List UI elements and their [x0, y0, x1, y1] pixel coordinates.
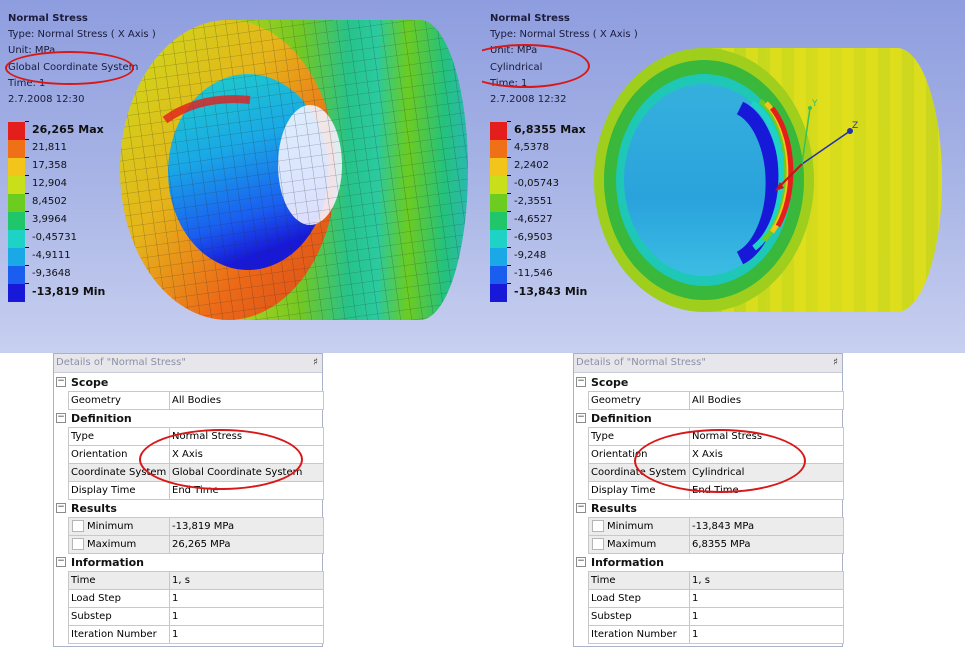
- result-coordinate-system: Cylindrical: [490, 61, 543, 73]
- legend-label: -11,546: [514, 268, 553, 279]
- prop-iteration-number: [54, 625, 322, 643]
- result-date: 2.7.2008 12:32: [490, 94, 567, 106]
- prop-key: Substep: [588, 607, 692, 626]
- prop-key: Iteration Number: [588, 625, 692, 644]
- prop-value[interactable]: X Axis: [689, 445, 844, 464]
- prop-key: Orientation: [588, 445, 692, 464]
- legend-tick: [25, 121, 29, 122]
- legend-label: 17,358: [32, 160, 67, 171]
- result-time: Time: 1: [490, 77, 528, 89]
- legend-swatch: [490, 248, 507, 266]
- prop-value: 6,8355 MPa: [689, 535, 844, 554]
- legend-label: 6,8355 Max: [514, 123, 586, 136]
- collapse-icon[interactable]: −: [577, 556, 585, 566]
- legend-swatch: [8, 122, 25, 140]
- prop-value: -13,819 MPa: [169, 517, 324, 536]
- legend-swatch: [490, 158, 507, 176]
- prop-minimum[interactable]: [574, 517, 842, 535]
- prop-value[interactable]: End Time: [169, 481, 324, 500]
- prop-key: Maximum: [68, 535, 172, 554]
- result-unit: Unit: MPa: [8, 45, 56, 57]
- legend-tick: [25, 157, 29, 158]
- legend-tick: [507, 175, 511, 176]
- collapse-icon[interactable]: −: [577, 376, 585, 386]
- legend-label: -2,3551: [514, 196, 553, 207]
- prop-key: Display Time: [588, 481, 692, 500]
- details-title: Details of "Normal Stress": [576, 357, 706, 368]
- legend-tick: [507, 139, 511, 140]
- z-axis-label: Z: [852, 121, 859, 131]
- legend-tick: [507, 121, 511, 122]
- section-title: Results: [591, 502, 637, 515]
- legend-tick: [507, 157, 511, 158]
- legend-tick: [25, 211, 29, 212]
- prop-key: Type: [68, 427, 172, 446]
- highlight-ring: [139, 429, 303, 490]
- legend-tick: [507, 283, 511, 284]
- details-header: [54, 354, 322, 373]
- legend-tick: [507, 229, 511, 230]
- prop-value: 1, s: [169, 571, 324, 590]
- section-title: Information: [591, 556, 664, 569]
- legend-tick: [25, 175, 29, 176]
- legend-tick: [25, 247, 29, 248]
- details-title: Details of "Normal Stress": [56, 357, 186, 368]
- section-title: Scope: [71, 376, 109, 389]
- prop-value[interactable]: Normal Stress: [169, 427, 324, 446]
- result-time: Time: 1: [8, 77, 46, 89]
- highlight-ring: [5, 51, 134, 85]
- legend-swatch: [490, 284, 507, 302]
- parameter-checkbox[interactable]: [592, 520, 604, 532]
- prop-substep: [574, 607, 842, 625]
- legend-swatch: [8, 266, 25, 284]
- pin-icon[interactable]: ♯: [833, 357, 838, 368]
- prop-value[interactable]: End Time: [689, 481, 844, 500]
- prop-time: [54, 571, 322, 589]
- legend-swatch: [490, 212, 507, 230]
- prop-key: Type: [588, 427, 692, 446]
- prop-load-step: [54, 589, 322, 607]
- legend-tick: [507, 211, 511, 212]
- prop-key: Maximum: [588, 535, 692, 554]
- legend-label: -6,9503: [514, 232, 553, 243]
- section-results[interactable]: [574, 499, 842, 517]
- legend-swatch: [490, 266, 507, 284]
- parameter-checkbox[interactable]: [72, 538, 84, 550]
- legend-swatch: [490, 176, 507, 194]
- prop-value[interactable]: Cylindrical: [689, 463, 844, 482]
- legend-swatch: [8, 284, 25, 302]
- section-title: Definition: [71, 412, 132, 425]
- legend-label: 12,904: [32, 178, 67, 189]
- legend-tick: [25, 283, 29, 284]
- legend-label: -0,45731: [32, 232, 77, 243]
- legend-label: 21,811: [32, 142, 67, 153]
- result-title: Normal Stress: [490, 13, 570, 24]
- legend-swatch: [490, 122, 507, 140]
- legend-label: -13,819 Min: [32, 285, 106, 298]
- result-type: Type: Normal Stress ( X Axis ): [490, 29, 638, 41]
- pin-icon[interactable]: ♯: [313, 357, 318, 368]
- result-coordinate-system: Global Coordinate System: [8, 61, 139, 73]
- collapse-icon[interactable]: −: [57, 376, 65, 386]
- section-title: Results: [71, 502, 117, 515]
- legend-swatch: [8, 248, 25, 266]
- prop-key: Time: [588, 571, 692, 590]
- section-title: Information: [71, 556, 144, 569]
- prop-maximum[interactable]: [54, 535, 322, 553]
- legend-tick: [507, 265, 511, 266]
- legend-swatch: [490, 140, 507, 158]
- legend-label: 26,265 Max: [32, 123, 104, 136]
- legend-label: 8,4502: [32, 196, 67, 207]
- legend-label: -9,3648: [32, 268, 71, 279]
- prop-key: Load Step: [68, 589, 172, 608]
- section-scope[interactable]: [54, 373, 322, 391]
- prop-iteration-number: [574, 625, 842, 643]
- prop-key: Minimum: [68, 517, 172, 536]
- highlight-ring: [634, 429, 806, 493]
- prop-minimum[interactable]: [54, 517, 322, 535]
- prop-geometry[interactable]: [54, 391, 322, 409]
- result-type: Type: Normal Stress ( X Axis ): [8, 29, 156, 41]
- legend-tick: [25, 229, 29, 230]
- collapse-icon[interactable]: −: [577, 502, 585, 512]
- prop-value: 1: [169, 607, 324, 626]
- result-unit: Unit: MPa: [490, 45, 538, 57]
- prop-value[interactable]: All Bodies: [689, 391, 844, 410]
- legend-label: 2,2402: [514, 160, 549, 171]
- parameter-checkbox[interactable]: [72, 520, 84, 532]
- section-definition[interactable]: [574, 409, 842, 427]
- prop-key: Orientation: [68, 445, 172, 464]
- prop-key: Geometry: [588, 391, 692, 410]
- details-panel-cylindrical[interactable]: [573, 353, 843, 647]
- legend-tick: [507, 247, 511, 248]
- legend-label: 4,5378: [514, 142, 549, 153]
- legend-label: -0,05743: [514, 178, 559, 189]
- collapse-icon[interactable]: −: [57, 412, 65, 422]
- legend-swatch: [8, 176, 25, 194]
- prop-value: 26,265 MPa: [169, 535, 324, 554]
- legend-label: -4,6527: [514, 214, 553, 225]
- legend-label: -4,9111: [32, 250, 71, 261]
- legend-tick: [25, 139, 29, 140]
- result-date: 2.7.2008 12:30: [8, 94, 85, 106]
- result-viewport-cylindrical[interactable]: [482, 0, 965, 353]
- section-title: Scope: [591, 376, 629, 389]
- result-viewport-global[interactable]: [0, 0, 482, 353]
- prop-value: 1: [689, 589, 844, 608]
- prop-value: 1, s: [689, 571, 844, 590]
- prop-value: 1: [169, 625, 324, 644]
- section-results[interactable]: [54, 499, 322, 517]
- legend-tick: [25, 265, 29, 266]
- y-axis-label: Y: [812, 99, 818, 109]
- section-scope[interactable]: [574, 373, 842, 391]
- prop-time: [574, 571, 842, 589]
- legend-swatch: [8, 212, 25, 230]
- details-header: [574, 354, 842, 373]
- prop-key: Coordinate System: [68, 463, 172, 482]
- legend-label: -9,248: [514, 250, 547, 261]
- prop-value[interactable]: Normal Stress: [689, 427, 844, 446]
- legend-swatch: [490, 230, 507, 248]
- section-information[interactable]: [574, 553, 842, 571]
- legend-swatch: [8, 230, 25, 248]
- legend-swatch: [490, 194, 507, 212]
- prop-value: 1: [689, 607, 844, 626]
- prop-value[interactable]: Global Coordinate System: [169, 463, 324, 482]
- prop-value: 1: [689, 625, 844, 644]
- details-panel-global[interactable]: [53, 353, 323, 647]
- prop-key: Iteration Number: [68, 625, 172, 644]
- prop-load-step: [574, 589, 842, 607]
- prop-key: Substep: [68, 607, 172, 626]
- prop-value: -13,843 MPa: [689, 517, 844, 536]
- legend-swatch: [8, 140, 25, 158]
- result-title: Normal Stress: [8, 13, 88, 24]
- section-information[interactable]: [54, 553, 322, 571]
- prop-substep: [54, 607, 322, 625]
- legend-tick: [25, 193, 29, 194]
- prop-key: Load Step: [588, 589, 692, 608]
- prop-value[interactable]: All Bodies: [169, 391, 324, 410]
- legend-label: -13,843 Min: [514, 285, 588, 298]
- prop-key: Geometry: [68, 391, 172, 410]
- collapse-icon[interactable]: −: [57, 556, 65, 566]
- prop-value: 1: [169, 589, 324, 608]
- prop-key: Time: [68, 571, 172, 590]
- collapse-icon[interactable]: −: [57, 502, 65, 512]
- section-definition[interactable]: [54, 409, 322, 427]
- prop-maximum[interactable]: [574, 535, 842, 553]
- parameter-checkbox[interactable]: [592, 538, 604, 550]
- prop-key: Minimum: [588, 517, 692, 536]
- prop-key: Coordinate System: [588, 463, 692, 482]
- legend-swatch: [8, 158, 25, 176]
- prop-key: Display Time: [68, 481, 172, 500]
- section-title: Definition: [591, 412, 652, 425]
- legend-tick: [507, 193, 511, 194]
- legend-swatch: [8, 194, 25, 212]
- collapse-icon[interactable]: −: [577, 412, 585, 422]
- legend-label: 3,9964: [32, 214, 67, 225]
- prop-geometry[interactable]: [574, 391, 842, 409]
- prop-value[interactable]: X Axis: [169, 445, 324, 464]
